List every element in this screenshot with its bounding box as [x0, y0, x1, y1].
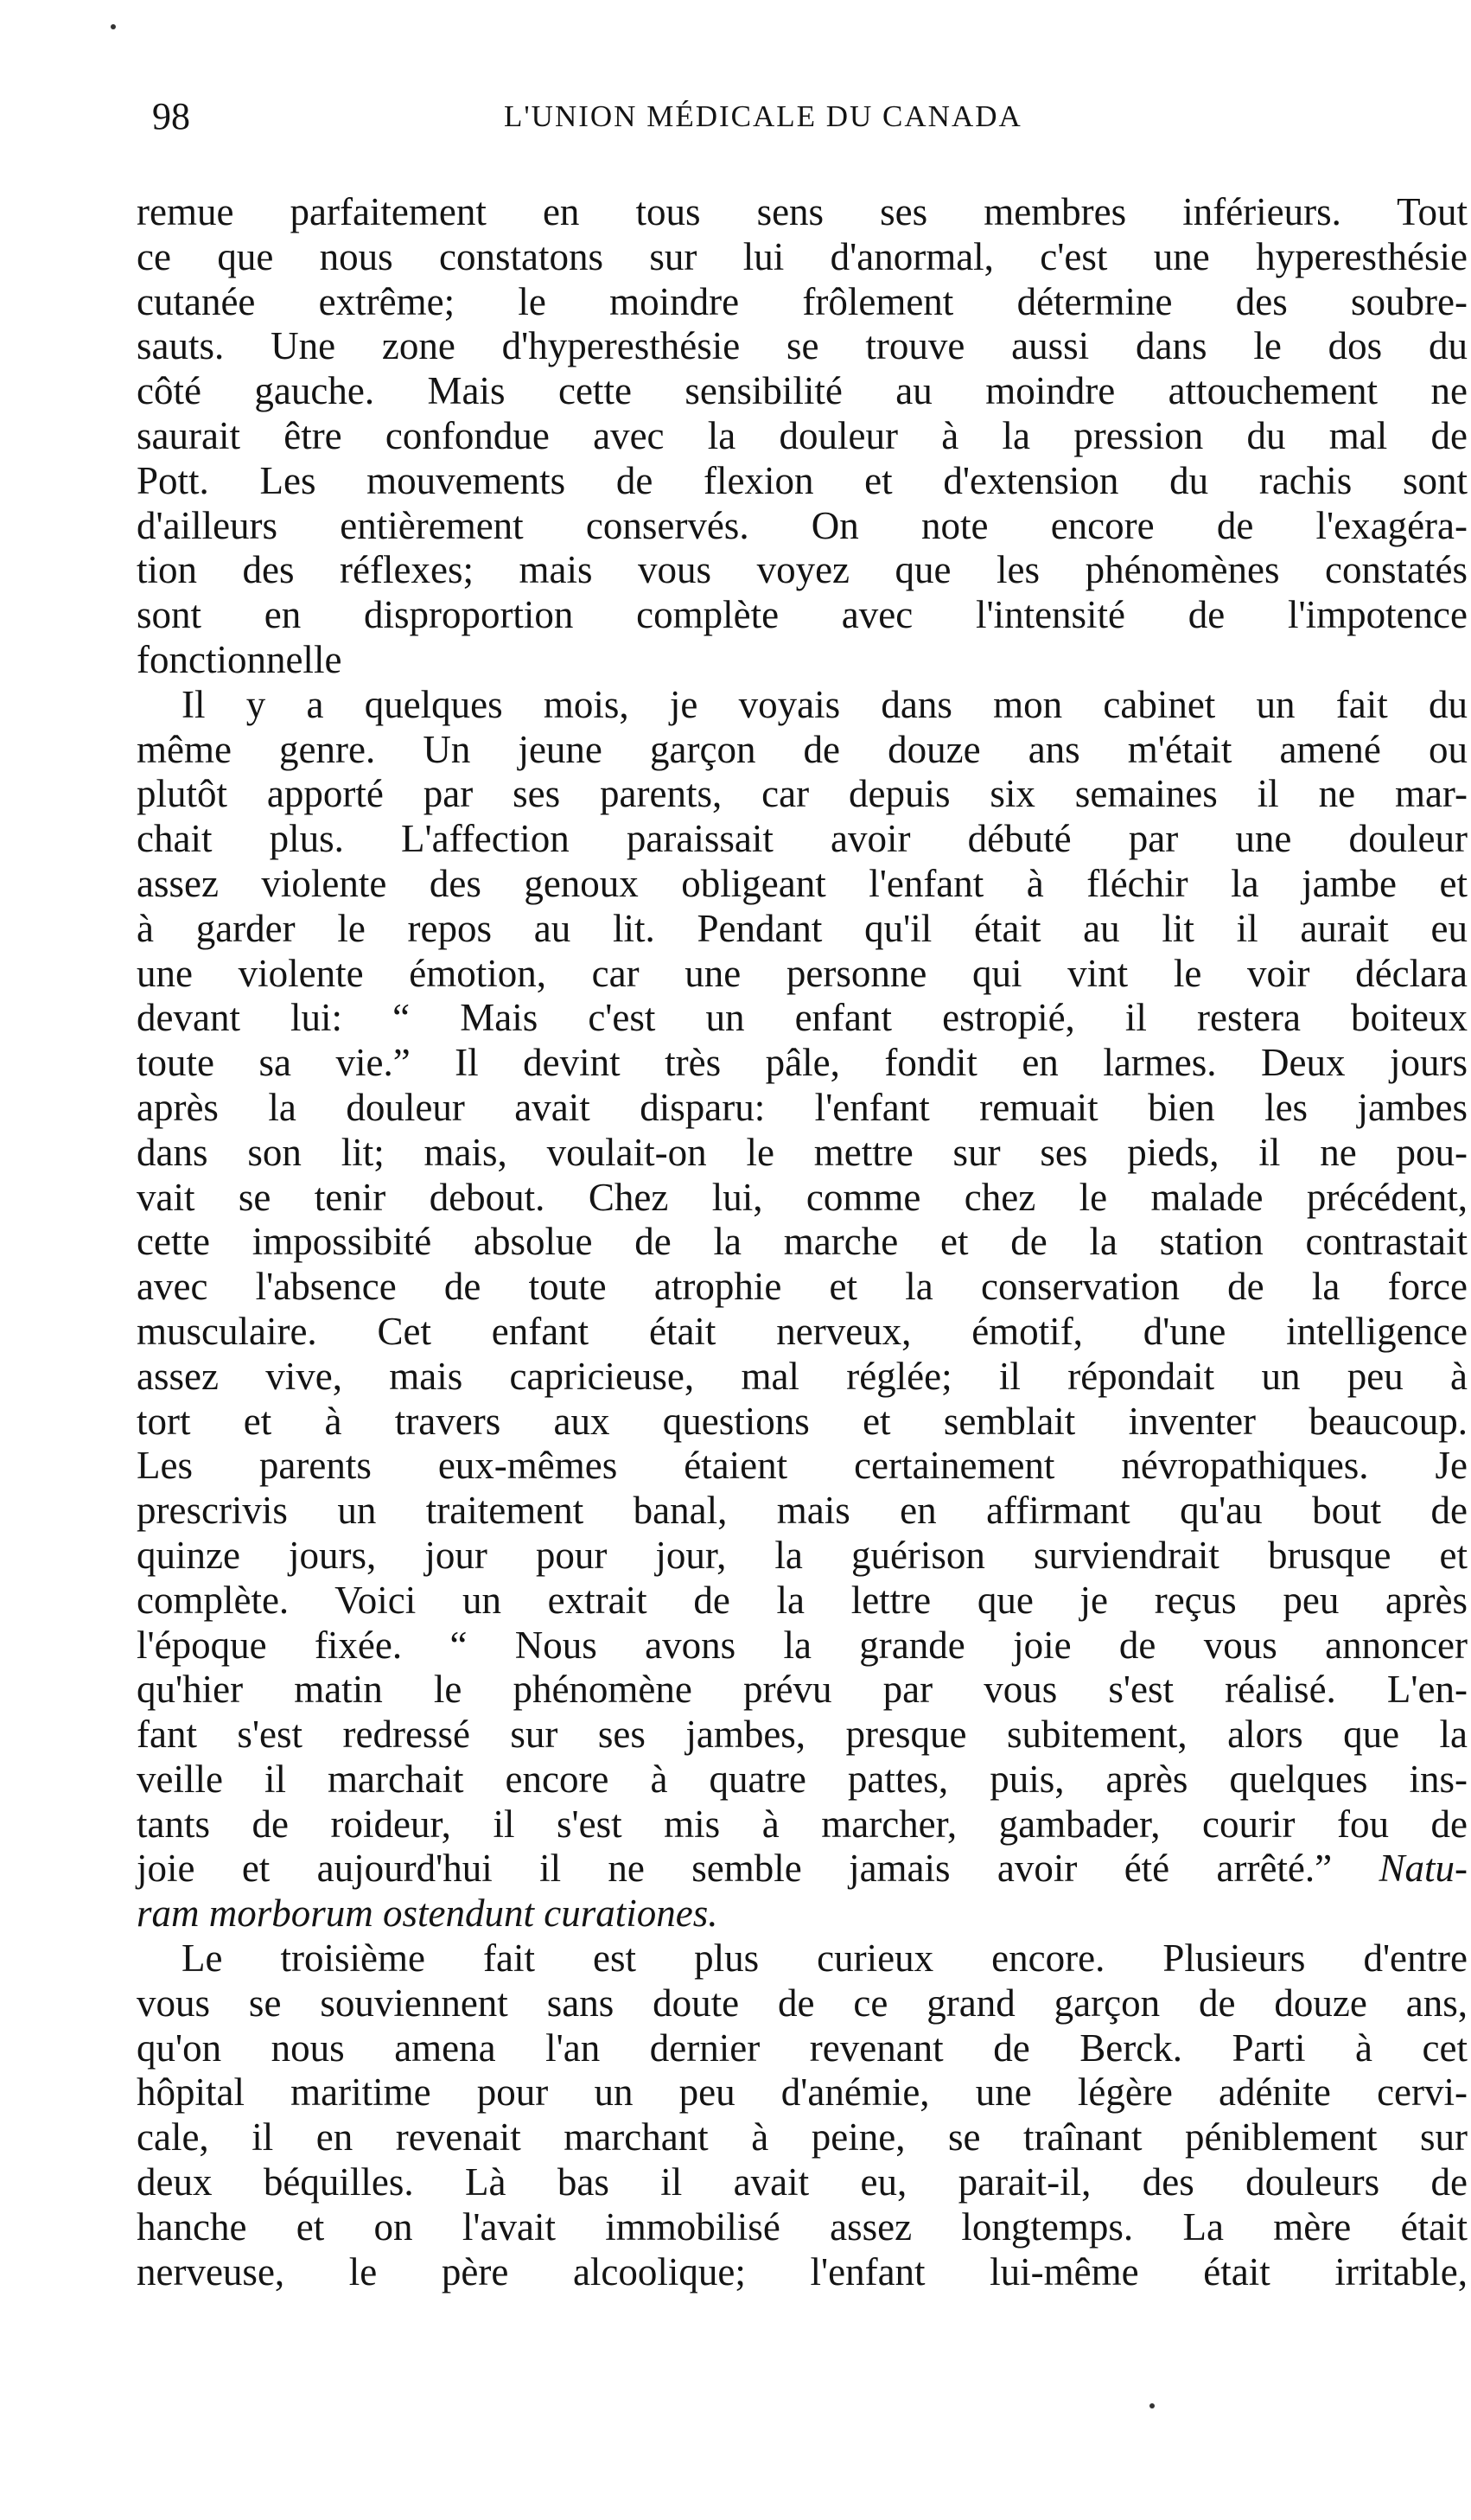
text-line: vous se souviennent sans doute de ce grand garçon de douze ans,: [137, 1981, 1468, 2025]
text-line: qu'hier matin le phénomène prévu par vous s'est réalisé. L'en-: [137, 1668, 1468, 1712]
running-head: L'UNION MÉDICALE DU CANADA: [504, 99, 1022, 133]
text-line: quinze jours, jour pour jour, la guérison surviendrait brusque et: [137, 1533, 1468, 1577]
text-line: nerveuse, le père alcoolique; l'enfant lui-même était irritable,: [137, 2249, 1468, 2294]
text-line: toute sa vie.” Il devint très pâle, fondit en larmes. Deux jours: [137, 1041, 1468, 1085]
body-text: [137, 190, 1468, 2294]
text-line: ram morborum ostendunt curationes.: [137, 1892, 718, 1936]
text-line: assez vive, mais capricieuse, mal réglée; il répondait un peu à: [137, 1354, 1468, 1398]
text-line: [137, 1847, 1468, 1892]
paragraph: [137, 190, 1468, 683]
text-line: veille il marchait encore à quatre pattes, puis, après quelques ins-: [137, 1757, 1468, 1801]
text-line: ce que nous constatons sur lui d'anormal, c'est une hyperesthésie: [137, 234, 1468, 278]
text-line: l'époque fixée. “ Nous avons la grande joie de vous annoncer: [137, 1623, 1468, 1667]
text-line: chait plus. L'affection paraissait avoir débuté par une douleur: [137, 817, 1468, 861]
text-line: même genre. Un jeune garçon de douze ans m'était amené ou: [137, 727, 1468, 771]
book-page: [137, 95, 1468, 2294]
text-line: tants de roideur, il s'est mis à marcher, gambader, courir fou de: [137, 1802, 1468, 1846]
text-line: tion des réflexes; mais vous voyez que les phénomènes constatés: [137, 548, 1468, 592]
paragraph: [137, 683, 1468, 1936]
text-line: Pott. Les mouvements de flexion et d'extension du rachis sont: [137, 458, 1468, 502]
text-line: côté gauche. Mais cette sensibilité au moindre attouchement ne: [137, 369, 1468, 413]
italic-text-span: Natu-: [1379, 1847, 1468, 1891]
text-line: cale, il en revenait marchant à peine, se traînant péniblement sur: [137, 2115, 1468, 2160]
text-line: vait se tenir debout. Chez lui, comme chez le malade précédent,: [137, 1175, 1468, 1219]
text-line: dans son lit; mais, voulait-on le mettre sur ses pieds, il ne pou-: [137, 1130, 1468, 1174]
text-line: avec l'absence de toute atrophie et la conservation de la force: [137, 1265, 1468, 1309]
text-line: après la douleur avait disparu: l'enfant remuait bien les jambes: [137, 1085, 1468, 1129]
text-line: cutanée extrême; le moindre frôlement détermine des soubre-: [137, 279, 1468, 323]
text-line: prescrivis un traitement banal, mais en affirmant qu'au bout de: [137, 1489, 1468, 1533]
text-line: sauts. Une zone d'hyperesthésie se trouve aussi dans le dos du: [137, 324, 1468, 368]
text-line: fonctionnelle: [137, 637, 342, 681]
stray-mark: [1149, 2403, 1155, 2408]
text-line: fant s'est redressé sur ses jambes, presque subitement, alors que la: [137, 1713, 1468, 1757]
text-line: musculaire. Cet enfant était nerveux, émotif, d'une intelligence: [137, 1309, 1468, 1353]
text-line: assez violente des genoux obligeant l'enfant à fléchir la jambe et: [137, 861, 1468, 905]
text-line: à garder le repos au lit. Pendant qu'il était au lit il aurait eu: [137, 906, 1468, 950]
text-line: Le troisième fait est plus curieux encore. Plusieurs d'entre: [181, 1936, 1468, 1981]
text-line: qu'on nous amena l'an dernier revenant de Berck. Parti à cet: [137, 2026, 1468, 2070]
text-line: remue parfaitement en tous sens ses membres inférieurs. Tout: [137, 190, 1468, 233]
text-line: Les parents eux-mêmes étaient certainement névropathiques. Je: [137, 1444, 1468, 1488]
text-span: joie et aujourd'hui il ne semble jamais avoir été arrêté.”: [137, 1847, 1379, 1891]
text-line: saurait être confondue avec la douleur à la pression du mal de: [137, 413, 1468, 457]
text-line: plutôt apporté par ses parents, car depuis six semaines il ne mar-: [137, 772, 1468, 816]
stray-mark: [111, 24, 116, 29]
text-line: une violente émotion, car une personne qui vint le voir déclara: [137, 951, 1468, 995]
text-line: deux béquilles. Là bas il avait eu, parait-il, des douleurs de: [137, 2160, 1468, 2204]
text-line: complète. Voici un extrait de la lettre que je reçus peu après: [137, 1578, 1468, 1622]
text-line: cette impossibité absolue de la marche et de la station contrastait: [137, 1220, 1468, 1264]
text-line: Il y a quelques mois, je voyais dans mon cabinet un fait du: [181, 682, 1468, 726]
text-line: hanche et on l'avait immobilisé assez longtemps. La mère était: [137, 2204, 1468, 2249]
text-line: sont en disproportion complète avec l'intensité de l'impotence: [137, 593, 1468, 637]
paragraph: [137, 1936, 1468, 2294]
text-line: d'ailleurs entièrement conservés. On note encore de l'exagéra-: [137, 503, 1468, 547]
text-line: tort et à travers aux questions et semblait inventer beaucoup.: [137, 1399, 1468, 1443]
text-line: hôpital maritime pour un peu d'anémie, une légère adénite cervi-: [137, 2070, 1468, 2115]
text-line: devant lui: “ Mais c'est un enfant estropié, il restera boiteux: [137, 996, 1468, 1040]
page-header: [137, 95, 1468, 147]
page-number: 98: [152, 95, 190, 137]
